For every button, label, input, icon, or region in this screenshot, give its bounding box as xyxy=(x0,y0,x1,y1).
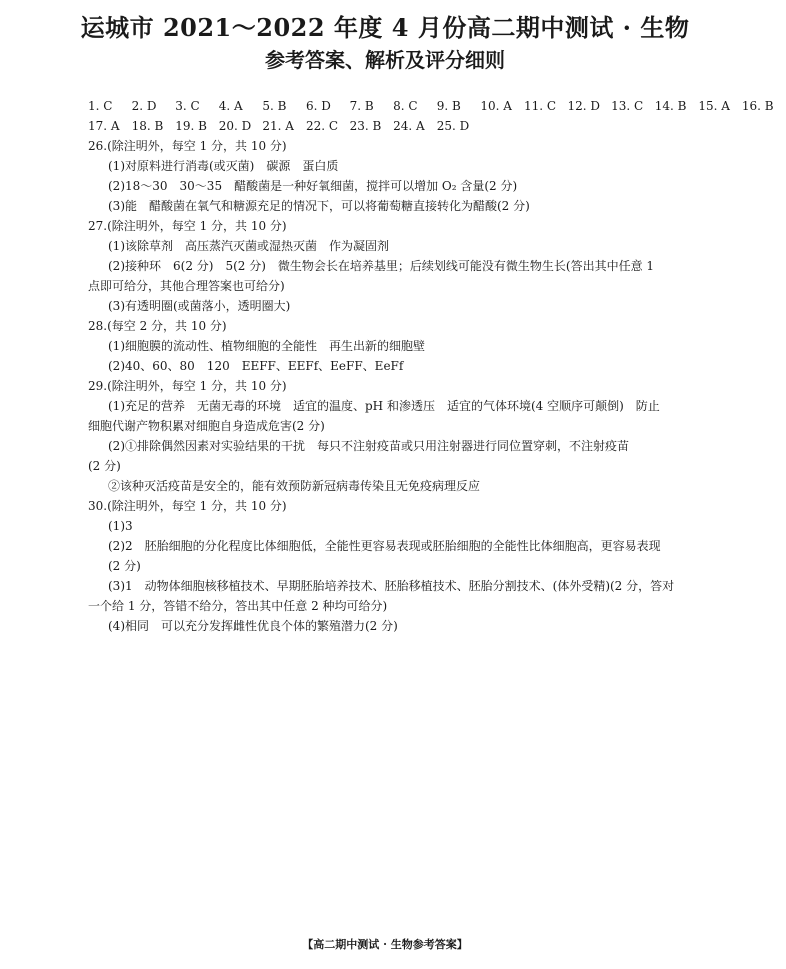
q27-part2: (2)接种环 6(2 分) 5(2 分) 微生物会长在培养基里；后续划线可能没有微生物生长(答出其中任意 1 xyxy=(108,259,655,273)
page-title: 运城市 2021～2022 年度 4 月份高二期中测试 · 生物 xyxy=(80,13,690,42)
q28-part2: (2)40、60、80 120 EEFF、EEFf、EeFF、EeFf xyxy=(108,359,404,373)
q30-header: 30.(除注明外，每空 1 分，共 10 分) xyxy=(88,499,287,513)
q30-part1: (1)3 xyxy=(108,519,133,533)
mcq-answer: 11. C xyxy=(523,99,557,113)
q29-part2-sub2: ②该种灭活疫苗是安全的，能有效预防新冠病毒传染且无免疫病理反应 xyxy=(108,479,481,493)
q26-part1: (1)对原料进行消毒(或灭菌) 碳源 蛋白质 xyxy=(108,159,339,173)
page-footer: 【高二期中测试 · 生物参考答案】 xyxy=(302,938,468,951)
q28-part1: (1)细胞膜的流动性、植物细胞的全能性 再生出新的细胞壁 xyxy=(108,339,426,353)
answer-content xyxy=(88,96,774,636)
mcq-answer: 9. B xyxy=(436,99,461,113)
q26-part2: (2)18～30 30～35 醋酸菌是一种好氧细菌，搅拌可以增加 O₂ 含量(2 分) xyxy=(108,179,518,193)
q30-part4: (4)相同 可以充分发挥雌性优良个体的繁殖潜力(2 分) xyxy=(108,619,398,633)
q27-header: 27.(除注明外，每空 1 分，共 10 分) xyxy=(88,219,287,233)
q30-part2: (2)2 胚胎细胞的分化程度比体细胞低，全能性更容易表现或胚胎细胞的全能性比体细胞高，更容易表现 xyxy=(108,539,661,553)
mcq-answer: 19. B xyxy=(175,119,207,133)
mcq-answer: 18. B xyxy=(131,119,164,133)
q30-part2-cont: (2 分) xyxy=(108,559,141,573)
mcq-row-1 xyxy=(88,96,774,116)
mcq-answer: 2. D xyxy=(131,99,157,113)
mcq-answer: 20. D xyxy=(218,119,252,133)
q27-part1: (1)该除草剂 高压蒸汽灭菌或湿热灭菌 作为凝固剂 xyxy=(108,239,390,253)
q29-part2: (2)①排除偶然因素对实验结果的干扰 每只不注射疫苗或只用注射器进行同位置穿刺，不注射疫苗 xyxy=(108,439,630,453)
mcq-answer: 16. B xyxy=(741,99,774,113)
mcq-answer: 7. B xyxy=(349,99,374,113)
mcq-answer: 1. C xyxy=(88,99,113,113)
q29-header: 29.(除注明外，每空 1 分，共 10 分) xyxy=(88,379,287,393)
q30-part3-cont: 一个给 1 分，答错不给分，答出其中任意 2 种均可给分) xyxy=(88,599,388,613)
q27-part2-cont: 点即可给分，其他合理答案也可给分) xyxy=(88,279,285,293)
mcq-answer: 3. C xyxy=(175,99,200,113)
page-subtitle: 参考答案、解析及评分细则 xyxy=(265,48,505,72)
q29-part2-cont: (2 分) xyxy=(88,459,121,473)
mcq-answer: 8. C xyxy=(393,99,418,113)
q26-header: 26.(除注明外，每空 1 分，共 10 分) xyxy=(88,139,287,153)
mcq-answer: 6. D xyxy=(305,99,331,113)
mcq-answer: 17. A xyxy=(88,119,120,133)
mcq-row-2 xyxy=(88,116,714,136)
q28-header: 28.(每空 2 分，共 10 分) xyxy=(88,319,227,333)
mcq-answer: 15. A xyxy=(698,99,730,113)
q30-part3: (3)1 动物体细胞核移植技术、早期胚胎培养技术、胚胎移植技术、胚胎分割技术、(体外受精)(2 分，答对 xyxy=(108,579,675,593)
mcq-answer: 24. A xyxy=(393,119,425,133)
mcq-answer: 5. B xyxy=(262,99,287,113)
mcq-answer: 4. A xyxy=(218,99,243,113)
q26-part3: (3)能 醋酸菌在氧气和糖源充足的情况下，可以将葡萄糖直接转化为醋酸(2 分) xyxy=(108,199,530,213)
mcq-answer: 13. C xyxy=(611,99,644,113)
q29-part1-cont: 细胞代谢产物积累对细胞自身造成危害(2 分) xyxy=(88,419,325,433)
mcq-answer: 22. C xyxy=(305,119,339,133)
mcq-answer: 25. D xyxy=(436,119,470,133)
mcq-answer: 10. A xyxy=(480,99,512,113)
mcq-answer: 12. D xyxy=(567,99,601,113)
mcq-answer: 21. A xyxy=(262,119,294,133)
mcq-answer: 23. B xyxy=(349,119,382,133)
q29-part1: (1)充足的营养 无菌无毒的环境 适宜的温度、pH 和渗透压 适宜的气体环境(4 空顺序可颠倒) 防止 xyxy=(108,399,660,413)
q27-part3: (3)有透明圈(或菌落小，透明圈大) xyxy=(108,299,291,313)
mcq-answer: 14. B xyxy=(654,99,687,113)
